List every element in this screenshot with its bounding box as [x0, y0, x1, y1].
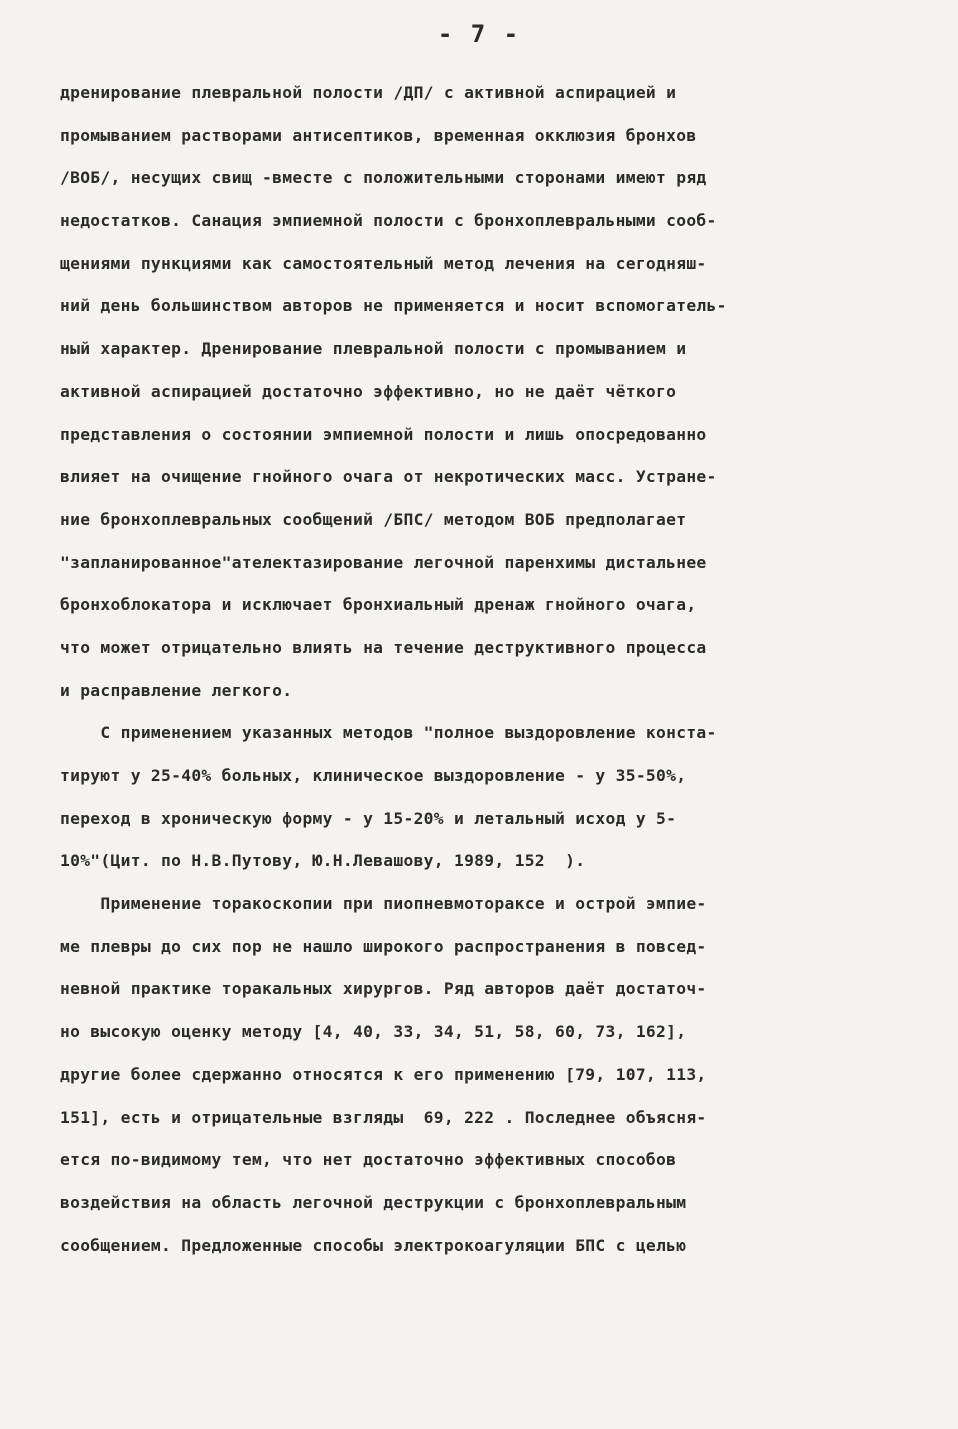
text-line: ме плевры до сих пор не нашло широкого распространения в повсед- [60, 936, 707, 956]
text-line: другие более сдержанно относятся к его применению [79, 107, 113, [60, 1064, 707, 1084]
paragraph [60, 883, 890, 1267]
text-line: сообщением. Предложенные способы электрокоагуляции БПС с целью [60, 1235, 687, 1255]
text-line: "запланированное"ателектазирование легочной паренхимы дистальнее [60, 552, 707, 572]
text-line: активной аспирацией достаточно эффективно, но не даёт чёткого [60, 381, 677, 401]
text-line: представления о состоянии эмпиемной полости и лишь опосредованно [60, 424, 707, 444]
text-line: переход в хроническую форму - у 15-20% и летальный исход у 5- [60, 808, 677, 828]
text-line: /ВОБ/, несущих свищ -вместе с положительными сторонами имеют ряд [60, 168, 707, 188]
text-line: бронхоблокатора и исключает бронхиальный дренаж гнойного очага, [60, 595, 697, 615]
text-line: но высокую оценку методу [4, 40, 33, 34, 51, 58, 60, 73, 162], [60, 1022, 687, 1042]
text-line: ний день большинством авторов не применяется и носит вспомогатель- [60, 296, 727, 316]
paragraph [60, 72, 890, 712]
text-line: ный характер. Дренирование плевральной полости с промыванием и [60, 339, 687, 359]
text-line: Применение торакоскопии при пиопневмотораксе и острой эмпие- [60, 894, 707, 914]
text-line: влияет на очищение гнойного очага от некротических масс. Устране- [60, 467, 717, 487]
text-line: и расправление легкого. [60, 680, 293, 700]
text-line: щениями пункциями как самостоятельный метод лечения на сегодняш- [60, 253, 707, 273]
text-line: 151], есть и отрицательные взгляды 69, 222 . Последнее объясня- [60, 1107, 707, 1127]
body-text [60, 72, 890, 1267]
text-line: дренирование плевральной полости /ДП/ с активной аспирацией и [60, 83, 677, 102]
text-line: невной практике торакальных хирургов. Ряд авторов даёт достаточ- [60, 979, 707, 999]
text-line: промыванием растворами антисептиков, временная окклюзия бронхов [60, 125, 697, 145]
paragraph [60, 712, 890, 883]
text-line: тируют у 25-40% больных, клиническое выздоровление - у 35-50%, [60, 766, 687, 785]
text-line: ется по-видимому тем, что нет достаточно эффективных способов [60, 1150, 677, 1170]
text-line: 10%"(Цит. по Н.В.Путову, Ю.Н.Левашову, 1989, 152 ). [60, 851, 586, 871]
page-number: - 7 - [437, 20, 521, 48]
text-line: воздействия на область легочной деструкции с бронхоплевральным [60, 1192, 687, 1212]
text-line: ние бронхоплевральных сообщений /БПС/ методом ВОБ предполагает [60, 509, 687, 529]
text-line: недостатков. Санация эмпиемной полости с бронхоплевральными сооб- [60, 211, 717, 231]
text-line: С применением указанных методов "полное выздоровление конста- [60, 723, 717, 743]
text-line: что может отрицательно влиять на течение деструктивного процесса [60, 637, 707, 657]
